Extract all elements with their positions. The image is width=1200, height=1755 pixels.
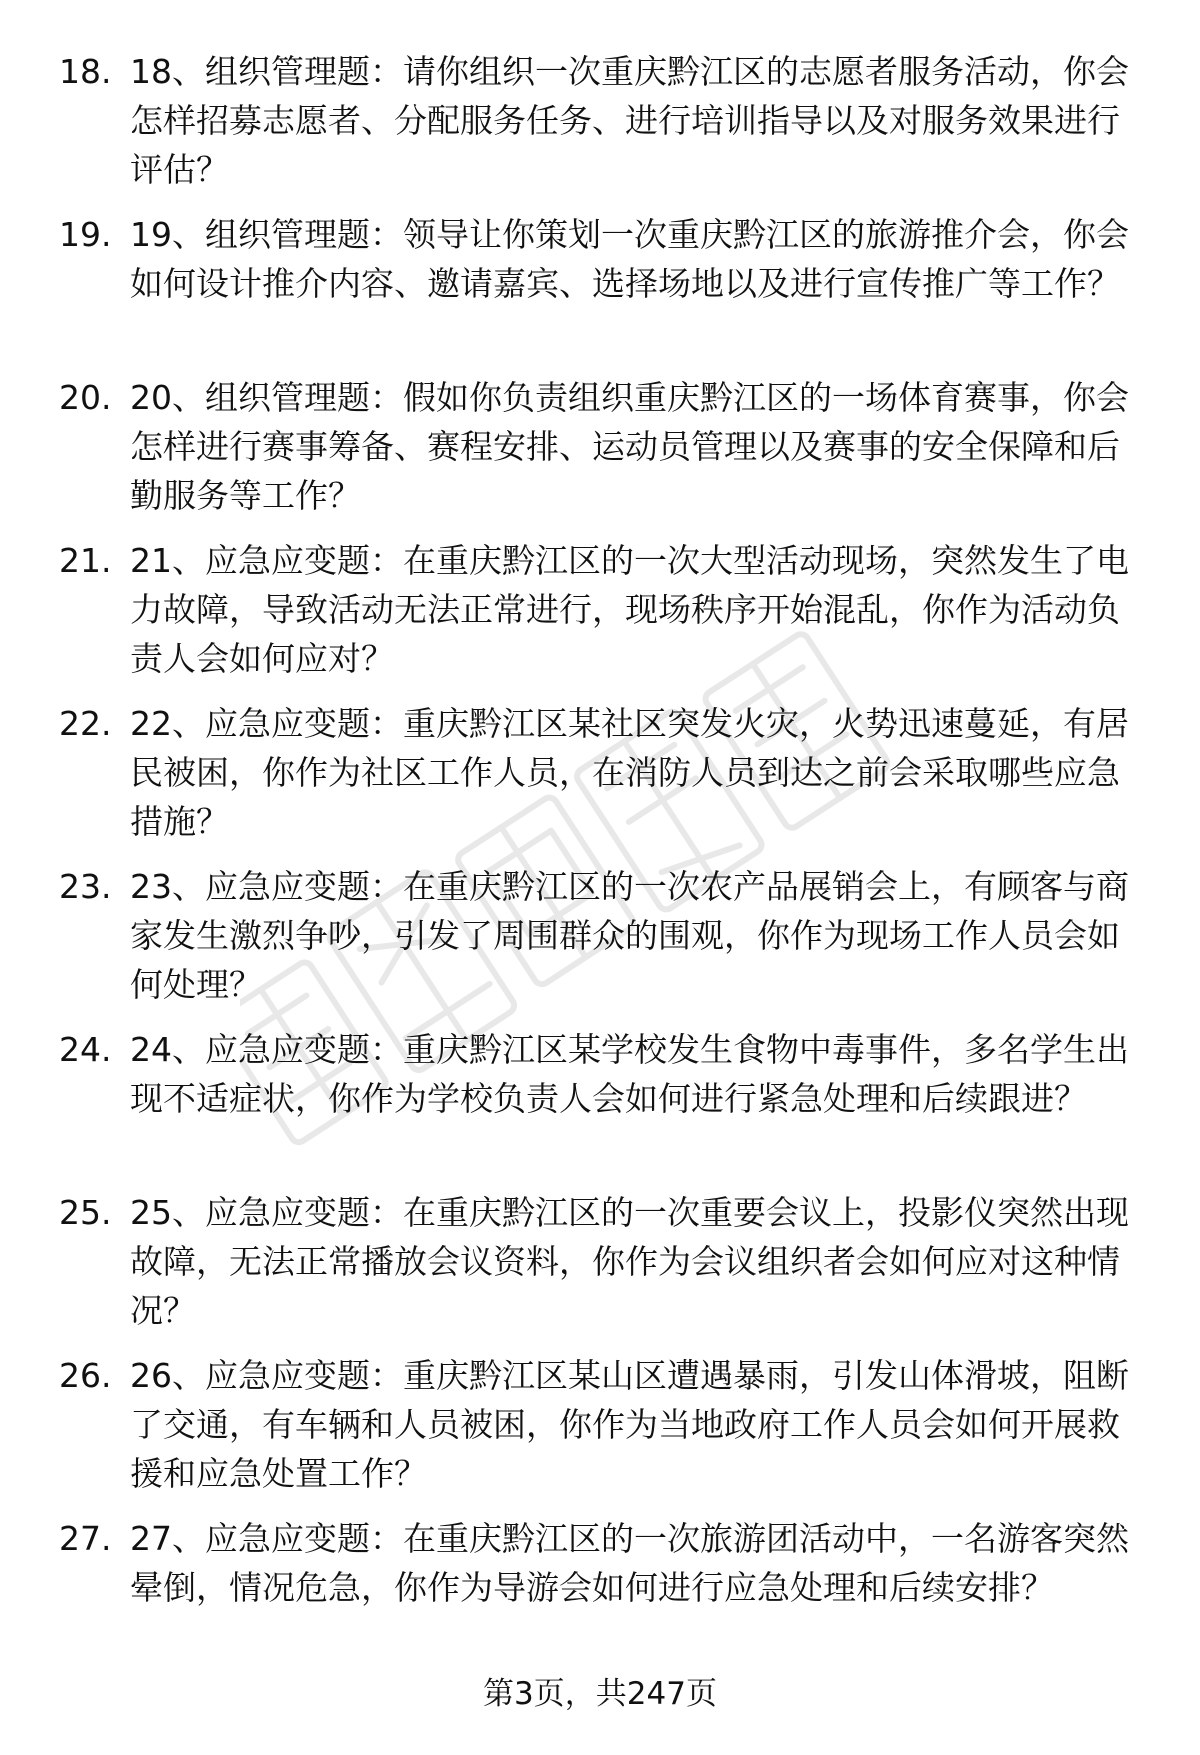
list-item [0, 373, 1200, 536]
list-item [0, 536, 1200, 699]
question-text: 23、应急应变题：在重庆黔江区的一次农产品展销会上，有顾客与商家发生激烈争吵，引发了周围群众的围观，你作为现场工作人员会如何处理？ [130, 867, 1129, 1004]
list-item [0, 1025, 1200, 1188]
list-item [0, 1351, 1200, 1514]
question-text: 27、应急应变题：在重庆黔江区的一次旅游团活动中，一名游客突然晕倒，情况危急，你作为导游会如何进行应急处理和后续安排？ [130, 1519, 1129, 1607]
question-number: 26. [59, 1356, 112, 1395]
question-text: 18、组织管理题：请你组织一次重庆黔江区的志愿者服务活动，你会怎样招募志愿者、分配服务任务、进行培训指导以及对服务效果进行评估？ [130, 52, 1129, 189]
question-number: 20. [59, 378, 112, 417]
list-item [0, 699, 1200, 862]
question-number: 23. [59, 867, 112, 906]
page-footer: 第3页，共247页 [483, 1676, 717, 1712]
list-item [0, 47, 1200, 210]
question-text: 19、组织管理题：领导让你策划一次重庆黔江区的旅游推介会，你会如何设计推介内容、邀请嘉宾、选择场地以及进行宣传推广等工作？ [130, 215, 1129, 303]
question-number: 27. [59, 1519, 112, 1558]
question-text: 21、应急应变题：在重庆黔江区的一次大型活动现场，突然发生了电力故障，导致活动无法正常进行，现场秩序开始混乱，你作为活动负责人会如何应对？ [130, 541, 1129, 678]
question-number: 19. [59, 215, 112, 254]
question-number: 18. [59, 52, 112, 91]
question-text: 20、组织管理题：假如你负责组织重庆黔江区的一场体育赛事，你会怎样进行赛事筹备、赛程安排、运动员管理以及赛事的安全保障和后勤服务等工作？ [130, 378, 1129, 515]
question-number: 21. [59, 541, 112, 580]
list-item [0, 862, 1200, 1025]
question-text: 24、应急应变题：重庆黔江区某学校发生食物中毒事件，多名学生出现不适症状，你作为学校负责人会如何进行紧急处理和后续跟进？ [130, 1030, 1129, 1118]
question-number: 25. [59, 1193, 112, 1232]
list-item [0, 1514, 1200, 1677]
question-number: 22. [59, 704, 112, 743]
list-item [0, 1188, 1200, 1351]
question-text: 26、应急应变题：重庆黔江区某山区遭遇暴雨，引发山体滑坡，阻断了交通，有车辆和人员被困，你作为当地政府工作人员会如何开展救援和应急处置工作？ [130, 1356, 1129, 1493]
question-list [0, 47, 1200, 1677]
question-text: 25、应急应变题：在重庆黔江区的一次重要会议上，投影仪突然出现故障，无法正常播放会议资料，你作为会议组织者会如何应对这种情况？ [130, 1193, 1129, 1330]
question-text: 22、应急应变题：重庆黔江区某社区突发火灾，火势迅速蔓延，有居民被困，你作为社区工作人员，在消防人员到达之前会采取哪些应急措施？ [130, 704, 1129, 841]
question-number: 24. [59, 1030, 112, 1069]
list-item [0, 210, 1200, 373]
